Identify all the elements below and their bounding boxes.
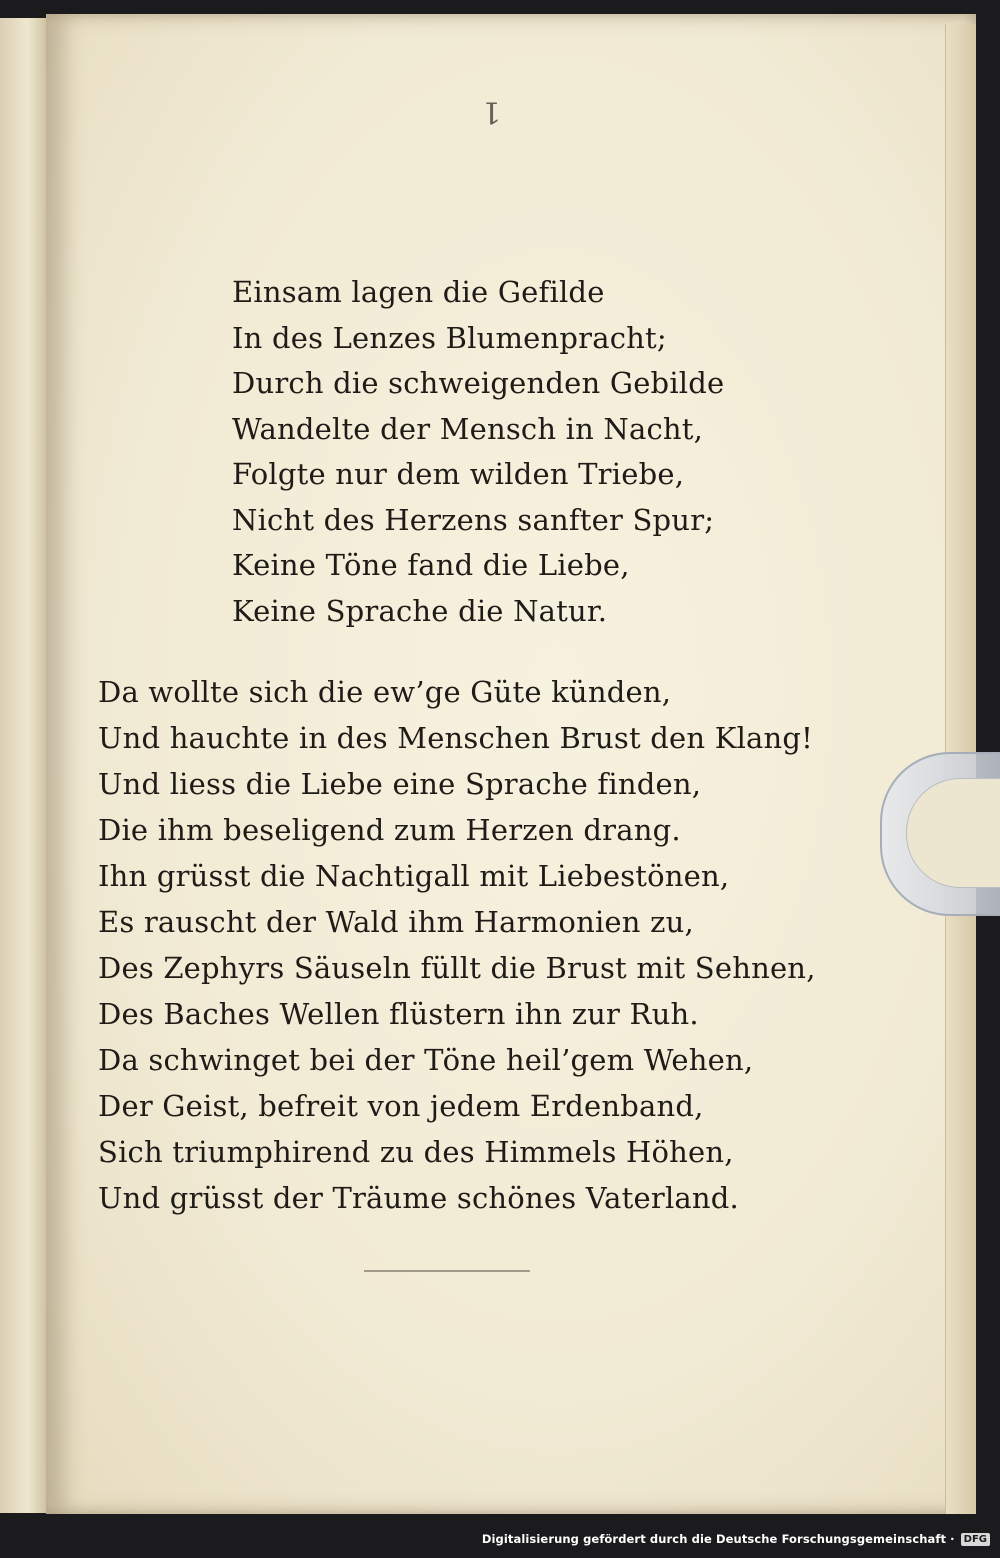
poem-line: Keine Sprache die Natur. [232,593,608,628]
poem-line: Wandelte der Mensch in Nacht, [232,411,704,446]
digitization-credit [482,1528,990,1550]
poem-stanza-1 [232,270,724,634]
poem-stanza-2 [98,669,816,1221]
dfg-logo: DFG [961,1533,990,1546]
poem-line: Und grüsst der Träume schönes Vaterland. [98,1181,739,1215]
poem-line: Nicht des Herzens sanfter Spur; [232,502,715,537]
poem-line: Es rauscht der Wald ihm Harmonien zu, [98,905,694,939]
poem-line: Einsam lagen die Gefilde [232,275,605,309]
left-page-edge [0,18,48,1513]
poem-line: Folgte nur dem wilden Triebe, [232,457,685,491]
poem-line: Ihn grüsst die Nachtigall mit Liebestönen, [98,859,730,893]
poem-line: Und liess die Liebe eine Sprache finden, [98,767,702,801]
poem-line: Sich triumphirend zu des Himmels Höhen, [98,1135,734,1169]
closing-rule [364,1270,530,1272]
poem-line: Da wollte sich die ew’ge Güte künden, [98,675,672,709]
poem-line: Da schwinget bei der Töne heil’gem Wehen, [98,1043,754,1077]
poem-line: Keine Töne fand die Liebe, [232,548,630,582]
poem-line: Des Zephyrs Säuseln füllt die Brust mit Sehnen, [98,951,816,985]
page-number: 1 [482,94,502,129]
credit-text: Digitalisierung gefördert durch die Deutsche Forschungsgemeinschaft · [481,1532,955,1546]
poem-line: Durch die schweigenden Gebilde [232,366,725,400]
poem-line: Des Baches Wellen flüstern ihn zur Ruh. [98,997,699,1031]
poem-line: Der Geist, befreit von jedem Erdenband, [98,1089,704,1123]
poem-line: In des Lenzes Blumenpracht; [232,320,667,355]
poem-line: Und hauchte in des Menschen Brust den Klang! [98,721,814,755]
poem-line: Die ihm beseligend zum Herzen drang. [98,813,681,847]
book-page [46,14,976,1514]
